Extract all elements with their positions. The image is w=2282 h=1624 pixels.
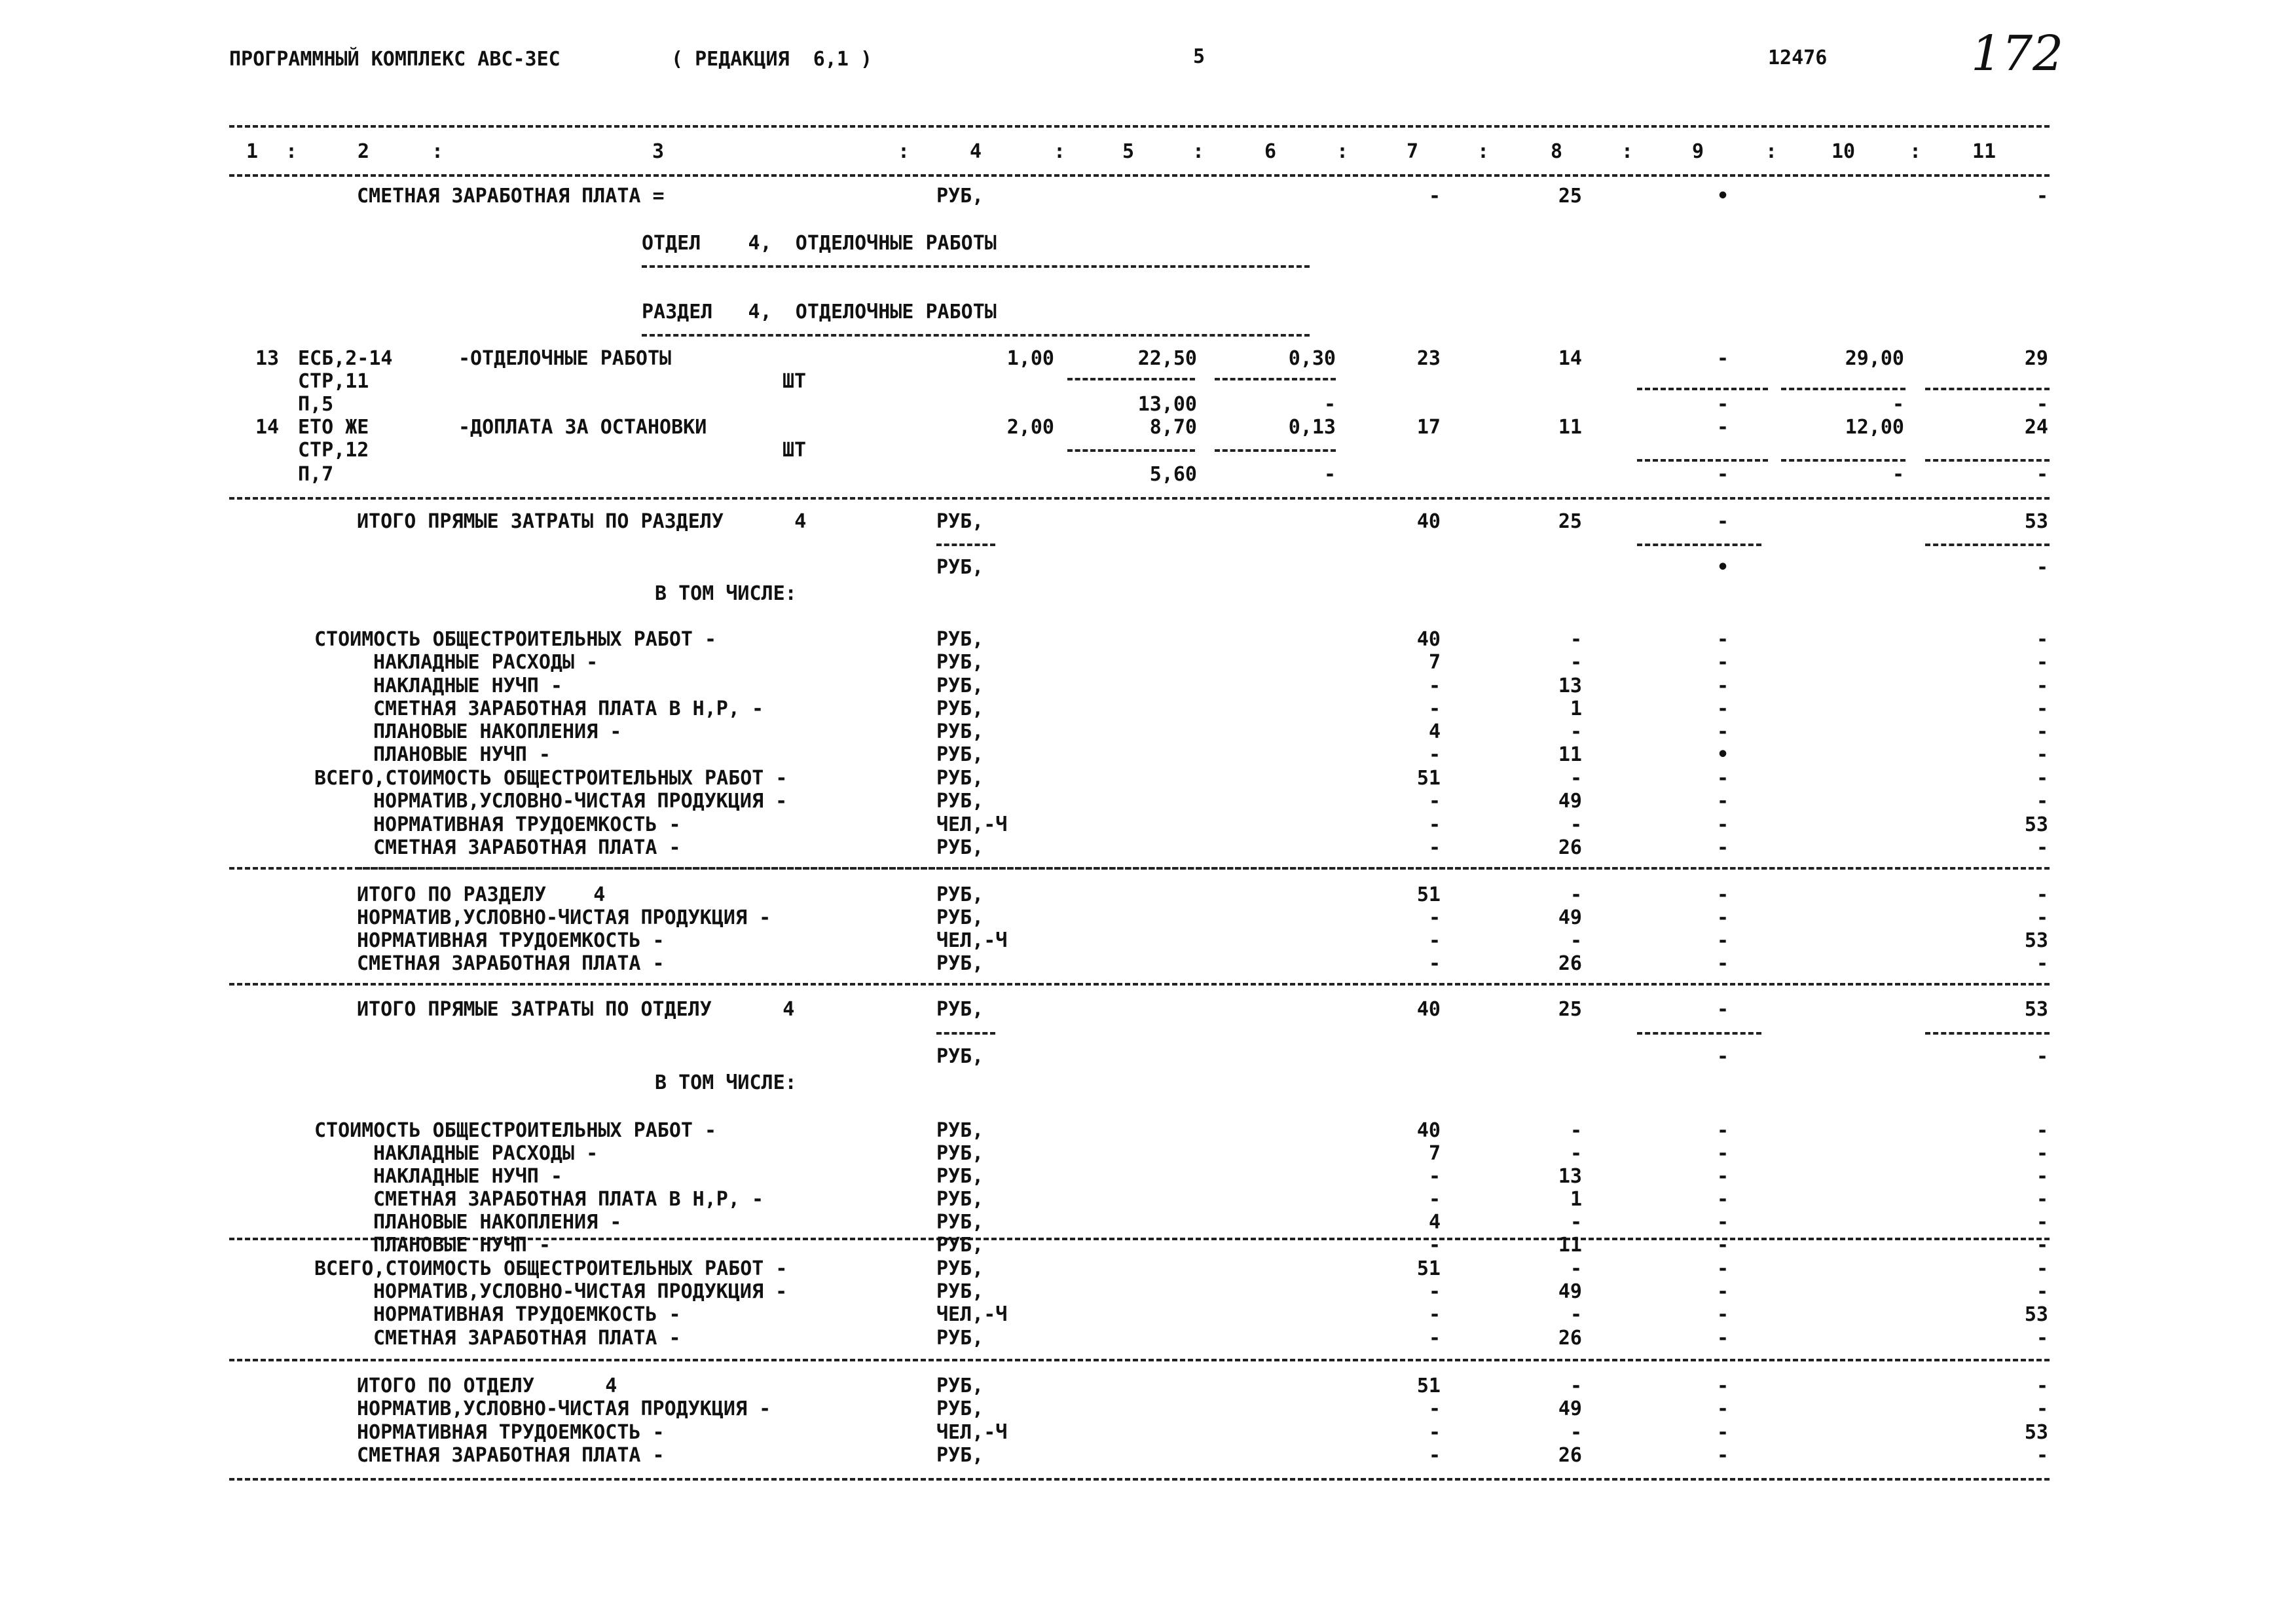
cell-c7: -	[1428, 674, 1441, 697]
cell-c8: -	[1570, 1303, 1582, 1326]
row-description: ПЛАНОВЫЕ НУЧП -	[373, 743, 551, 766]
cell-c7: 40	[1416, 998, 1441, 1021]
item-code: П,7	[298, 463, 334, 486]
cell-c7: -	[1428, 697, 1441, 720]
column-separator: :	[1336, 140, 1349, 163]
cell-c7: -	[1428, 836, 1441, 859]
cell-c9: -	[1716, 697, 1729, 720]
separator-line	[229, 1359, 2050, 1361]
cell-c8: 49	[1558, 1397, 1582, 1420]
unit-label: РУБ,	[936, 906, 984, 929]
cell-c11: -	[2036, 556, 2048, 579]
cell-c11: 53	[2024, 1303, 2048, 1326]
cell-c9: -	[1716, 767, 1729, 790]
cell-c8: 25	[1558, 510, 1582, 533]
section-heading: ОТДЕЛ 4, ОТДЕЛОЧНЫЕ РАБОТЫ	[642, 232, 997, 255]
cell-c8: 11	[1558, 416, 1582, 439]
cell-c7: 40	[1416, 628, 1441, 651]
cell-c11: -	[2036, 463, 2048, 486]
cell-c9: -	[1716, 1234, 1729, 1257]
cell-c11: 53	[2024, 510, 2048, 533]
unit-label: РУБ,	[936, 720, 984, 743]
row-description: НАКЛАДНЫЕ РАСХОДЫ -	[373, 651, 598, 674]
unit-label: ЧЕЛ,-Ч	[936, 1303, 1008, 1326]
cell-c11: -	[2036, 628, 2048, 651]
cell-c11: 53	[2024, 929, 2048, 952]
cell-c8: 14	[1558, 347, 1582, 370]
unit-label: РУБ,	[936, 1375, 984, 1397]
cell-c8: -	[1570, 1257, 1582, 1280]
cell-c11: -	[2036, 393, 2048, 416]
row-description: ВСЕГО,СТОИМОСТЬ ОБЩЕСТРОИТЕЛЬНЫХ РАБОТ -	[314, 767, 788, 790]
cell-c9: -	[1716, 1188, 1729, 1211]
item-number: 14	[255, 416, 280, 439]
row-description: СМЕТНАЯ ЗАРАБОТНАЯ ПЛАТА В Н,Р, -	[373, 1188, 764, 1211]
unit-label: РУБ,	[936, 1257, 984, 1280]
cell-c8: -	[1570, 813, 1582, 836]
cell-c7: -	[1428, 952, 1441, 975]
column-separator: :	[431, 140, 444, 163]
page-number: 5	[1193, 45, 1205, 68]
cell-c8: -	[1570, 929, 1582, 952]
cell-c9: -	[1716, 1397, 1729, 1420]
cell-c7: 51	[1416, 1257, 1441, 1280]
unit-label: ШТ	[782, 370, 807, 393]
cell-c11: -	[2036, 767, 2048, 790]
row-description: -ДОПЛАТА ЗА ОСТАНОВКИ	[458, 416, 707, 439]
column-number: 9	[1691, 140, 1704, 163]
cell-underline	[1925, 544, 2050, 546]
cell-c7: -	[1428, 1303, 1441, 1326]
cell-c5: 8,70	[1149, 416, 1197, 439]
cell-c8: 1	[1570, 697, 1582, 720]
cell-c8: -	[1570, 1119, 1582, 1142]
cell-c9: -	[1716, 906, 1729, 929]
item-code: СТР,12	[298, 439, 369, 462]
cell-c6: 0,13	[1288, 416, 1336, 439]
item-code: ЕТО ЖЕ	[298, 416, 369, 439]
cell-c9: -	[1716, 1280, 1729, 1303]
unit-label: РУБ,	[936, 1397, 984, 1420]
column-separator: :	[1765, 140, 1778, 163]
row-description: НОРМАТИВ,УСЛОВНО-ЧИСТАЯ ПРОДУКЦИЯ -	[373, 790, 788, 813]
row-description: ИТОГО ПРЯМЫЕ ЗАТРАТЫ ПО ОТДЕЛУ 4	[357, 998, 795, 1021]
cell-c7: 23	[1416, 347, 1441, 370]
cell-c9: -	[1716, 416, 1729, 439]
cell-c7: -	[1428, 1421, 1441, 1444]
cell-c9: -	[1716, 628, 1729, 651]
row-description: СМЕТНАЯ ЗАРАБОТНАЯ ПЛАТА В Н,Р, -	[373, 697, 764, 720]
cell-c8: 49	[1558, 790, 1582, 813]
unit-label: РУБ,	[936, 767, 984, 790]
cell-c8: -	[1570, 720, 1582, 743]
cell-c11: -	[2036, 1327, 2048, 1350]
subheading: В ТОМ ЧИСЛЕ:	[655, 1071, 797, 1094]
unit-label: РУБ,	[936, 651, 984, 674]
unit-label: РУБ,	[936, 697, 984, 720]
cell-c11: 53	[2024, 813, 2048, 836]
cell-c7: -	[1428, 743, 1441, 766]
cell-c7: -	[1428, 1280, 1441, 1303]
row-description: СМЕТНАЯ ЗАРАБОТНАЯ ПЛАТА -	[357, 952, 665, 975]
row-description: СМЕТНАЯ ЗАРАБОТНАЯ ПЛАТА -	[373, 1327, 681, 1350]
cell-c8: -	[1570, 767, 1582, 790]
cell-c11: -	[2036, 697, 2048, 720]
cell-c8: -	[1570, 1211, 1582, 1234]
column-separator: :	[1192, 140, 1205, 163]
cell-c11: -	[2036, 743, 2048, 766]
unit-label: РУБ,	[936, 1142, 984, 1165]
edition-label: ( РЕДАКЦИЯ 6,1 )	[671, 48, 873, 71]
row-description: НОРМАТИВНАЯ ТРУДОЕМКОСТЬ -	[373, 1303, 681, 1326]
cell-c9: -	[1716, 836, 1729, 859]
cell-c8: 26	[1558, 1444, 1582, 1467]
cell-c9: -	[1716, 998, 1729, 1021]
row-description: ПЛАНОВЫЕ НАКОПЛЕНИЯ -	[373, 720, 622, 743]
cell-c9: -	[1716, 813, 1729, 836]
cell-underline	[1637, 459, 1768, 462]
unit-label: РУБ,	[936, 952, 984, 975]
cell-c11: -	[2036, 1375, 2048, 1397]
cell-c7: 4	[1428, 720, 1441, 743]
cell-c11: -	[2036, 1444, 2048, 1467]
separator-line	[357, 867, 2050, 870]
cell-c11: 53	[2024, 1421, 2048, 1444]
cell-c7: 17	[1416, 416, 1441, 439]
unit-label: РУБ,	[936, 998, 984, 1021]
cell-c7: -	[1428, 1327, 1441, 1350]
separator-line	[229, 1478, 2050, 1481]
cell-c9: •	[1716, 743, 1729, 766]
cell-underline	[1067, 449, 1195, 452]
heading-underline	[642, 334, 1310, 337]
cell-c7: -	[1428, 906, 1441, 929]
column-separator: :	[1909, 140, 1922, 163]
cell-c7: -	[1428, 1165, 1441, 1188]
quantity-value: 2,00	[1006, 416, 1054, 439]
cell-c8: 25	[1558, 185, 1582, 208]
cell-c9: -	[1716, 720, 1729, 743]
cell-c5: 13,00	[1137, 393, 1197, 416]
cell-c9: •	[1716, 185, 1729, 208]
cell-c11: -	[2036, 952, 2048, 975]
cell-c9: -	[1716, 1421, 1729, 1444]
cell-underline	[1067, 378, 1195, 380]
cell-c8: -	[1570, 1375, 1582, 1397]
item-code: СТР,11	[298, 370, 369, 393]
unit-label: РУБ,	[936, 674, 984, 697]
cell-c9: -	[1716, 883, 1729, 906]
cell-c11: 53	[2024, 998, 2048, 1021]
cell-c8: 49	[1558, 1280, 1582, 1303]
cell-c7: 51	[1416, 883, 1441, 906]
handwritten-sheet-number: 172	[1971, 26, 2064, 82]
row-description: ИТОГО ПРЯМЫЕ ЗАТРАТЫ ПО РАЗДЕЛУ 4	[357, 510, 807, 533]
unit-label: РУБ,	[936, 1234, 984, 1257]
separator-line	[229, 174, 2050, 177]
cell-c8: -	[1570, 651, 1582, 674]
unit-label: РУБ,	[936, 556, 984, 579]
cell-underline	[1637, 388, 1768, 390]
unit-label: ЧЕЛ,-Ч	[936, 813, 1008, 836]
cell-c11: -	[2036, 1280, 2048, 1303]
cell-c7: 51	[1416, 767, 1441, 790]
column-number: 11	[1972, 140, 1997, 163]
row-description: СМЕТНАЯ ЗАРАБОТНАЯ ПЛАТА -	[357, 1444, 665, 1467]
cell-c10: -	[1892, 463, 1904, 486]
cell-c6: -	[1323, 463, 1336, 486]
cell-c8: 25	[1558, 998, 1582, 1021]
cell-c11: -	[2036, 1211, 2048, 1234]
cell-c8: -	[1570, 628, 1582, 651]
row-description: НОРМАТИВ,УСЛОВНО-ЧИСТАЯ ПРОДУКЦИЯ -	[373, 1280, 788, 1303]
cell-c8: 49	[1558, 906, 1582, 929]
item-number: 13	[255, 347, 280, 370]
cell-c5: 5,60	[1149, 463, 1197, 486]
row-description: СМЕТНАЯ ЗАРАБОТНАЯ ПЛАТА =	[357, 185, 665, 208]
unit-label: РУБ,	[936, 1165, 984, 1188]
row-description: -ОТДЕЛОЧНЫЕ РАБОТЫ	[458, 347, 672, 370]
unit-label: ШТ	[782, 439, 807, 462]
unit-label: РУБ,	[936, 790, 984, 813]
cell-c6: 0,30	[1288, 347, 1336, 370]
cell-c8: -	[1570, 883, 1582, 906]
column-number: 10	[1831, 140, 1856, 163]
column-number: 7	[1406, 140, 1419, 163]
row-description: СТОИМОСТЬ ОБЩЕСТРОИТЕЛЬНЫХ РАБОТ -	[314, 1119, 717, 1142]
unit-label: ЧЕЛ,-Ч	[936, 1421, 1008, 1444]
cell-underline	[1925, 388, 2050, 390]
cell-c9: -	[1716, 1375, 1729, 1397]
row-description: ПЛАНОВЫЕ НУЧП -	[373, 1234, 551, 1257]
subheading: В ТОМ ЧИСЛЕ:	[655, 582, 797, 605]
cell-c8: 13	[1558, 1165, 1582, 1188]
cell-c9: -	[1716, 952, 1729, 975]
separator-line	[229, 497, 2050, 500]
cell-underline	[1637, 1032, 1761, 1035]
cell-c11: 29	[2024, 347, 2048, 370]
cell-c11: 24	[2024, 416, 2048, 439]
cell-c9: -	[1716, 1257, 1729, 1280]
cell-c11: -	[2036, 1045, 2048, 1068]
cell-c11: -	[2036, 906, 2048, 929]
cell-underline	[1925, 459, 2050, 462]
row-description: СТОИМОСТЬ ОБЩЕСТРОИТЕЛЬНЫХ РАБОТ -	[314, 628, 717, 651]
cell-underline	[1925, 1032, 2050, 1035]
cell-c10: 29,00	[1845, 347, 1904, 370]
cell-c7: 51	[1416, 1375, 1441, 1397]
cell-c8: -	[1570, 1421, 1582, 1444]
cell-c9: -	[1716, 1119, 1729, 1142]
cell-c5: 22,50	[1137, 347, 1197, 370]
unit-label: РУБ,	[936, 836, 984, 859]
row-description: ИТОГО ПО ОТДЕЛУ 4	[357, 1375, 617, 1397]
row-description: СМЕТНАЯ ЗАРАБОТНАЯ ПЛАТА -	[373, 836, 681, 859]
row-description: ПЛАНОВЫЕ НАКОПЛЕНИЯ -	[373, 1211, 622, 1234]
cell-c7: -	[1428, 185, 1441, 208]
column-number: 6	[1264, 140, 1277, 163]
cell-underline	[1215, 378, 1336, 380]
section-heading: РАЗДЕЛ 4, ОТДЕЛОЧНЫЕ РАБОТЫ	[642, 301, 997, 323]
cell-c11: -	[2036, 883, 2048, 906]
cell-c9: -	[1716, 1165, 1729, 1188]
cell-c9: -	[1716, 790, 1729, 813]
unit-label: РУБ,	[936, 1045, 984, 1068]
cell-c11: -	[2036, 1397, 2048, 1420]
cell-c8: 11	[1558, 1234, 1582, 1257]
document-code: 12476	[1768, 46, 1828, 69]
cell-underline	[1781, 459, 1905, 462]
cell-c9: -	[1716, 1045, 1729, 1068]
column-number: 5	[1122, 140, 1135, 163]
cell-c7: 40	[1416, 510, 1441, 533]
cell-c9: -	[1716, 510, 1729, 533]
row-description: НОРМАТИВНАЯ ТРУДОЕМКОСТЬ -	[357, 1421, 665, 1444]
item-code: ЕСБ,2-14	[298, 347, 393, 370]
cell-c9: -	[1716, 651, 1729, 674]
cell-c11: -	[2036, 1119, 2048, 1142]
column-number: 1	[246, 140, 259, 163]
cell-c7: -	[1428, 813, 1441, 836]
column-separator: :	[1053, 140, 1066, 163]
cell-c9: -	[1716, 393, 1729, 416]
cell-c9: -	[1716, 347, 1729, 370]
column-number: 2	[357, 140, 370, 163]
unit-label: РУБ,	[936, 1444, 984, 1467]
row-description: ВСЕГО,СТОИМОСТЬ ОБЩЕСТРОИТЕЛЬНЫХ РАБОТ -	[314, 1257, 788, 1280]
cell-c7: 7	[1428, 1142, 1441, 1165]
unit-label: РУБ,	[936, 1119, 984, 1142]
cell-underline	[1215, 449, 1336, 452]
cell-c9: -	[1716, 1444, 1729, 1467]
column-number: 3	[652, 140, 665, 163]
heading-underline	[642, 265, 1310, 268]
cell-c7: -	[1428, 1234, 1441, 1257]
row-description: ИТОГО ПО РАЗДЕЛУ 4	[357, 883, 606, 906]
cell-c7: -	[1428, 790, 1441, 813]
separator-line	[229, 125, 2050, 128]
column-separator: :	[1477, 140, 1490, 163]
cell-c9: •	[1716, 556, 1729, 579]
unit-label: ЧЕЛ,-Ч	[936, 929, 1008, 952]
cell-c8: 13	[1558, 674, 1582, 697]
cell-c11: -	[2036, 674, 2048, 697]
cell-c11: -	[2036, 1165, 2048, 1188]
cell-c8: 26	[1558, 836, 1582, 859]
cell-c11: -	[2036, 1234, 2048, 1257]
unit-label: РУБ,	[936, 743, 984, 766]
cell-c9: -	[1716, 674, 1729, 697]
quantity-value: 1,00	[1006, 347, 1054, 370]
cell-c7: -	[1428, 1397, 1441, 1420]
row-description: НАКЛАДНЫЕ НУЧП -	[373, 674, 562, 697]
cell-c6: -	[1323, 393, 1336, 416]
cell-c10: -	[1892, 393, 1904, 416]
cell-c10: 12,00	[1845, 416, 1904, 439]
cell-c11: -	[2036, 185, 2048, 208]
cell-c8: 26	[1558, 952, 1582, 975]
cell-c9: -	[1716, 1327, 1729, 1350]
cell-underline	[936, 544, 995, 546]
cell-c8: -	[1570, 1142, 1582, 1165]
cell-c11: -	[2036, 1188, 2048, 1211]
row-description: НОРМАТИВ,УСЛОВНО-ЧИСТАЯ ПРОДУКЦИЯ -	[357, 1397, 771, 1420]
row-description: НОРМАТИВНАЯ ТРУДОЕМКОСТЬ -	[357, 929, 665, 952]
column-separator: :	[897, 140, 910, 163]
cell-c9: -	[1716, 1303, 1729, 1326]
cell-underline	[936, 1032, 995, 1035]
column-number: 4	[969, 140, 982, 163]
cell-c11: -	[2036, 836, 2048, 859]
cell-c11: -	[2036, 1142, 2048, 1165]
unit-label: РУБ,	[936, 1211, 984, 1234]
cell-c7: -	[1428, 1188, 1441, 1211]
separator-line	[229, 983, 2050, 986]
column-number: 8	[1550, 140, 1563, 163]
unit-label: РУБ,	[936, 185, 984, 208]
cell-c9: -	[1716, 1211, 1729, 1234]
unit-label: РУБ,	[936, 1188, 984, 1211]
cell-c8: 11	[1558, 743, 1582, 766]
unit-label: РУБ,	[936, 1280, 984, 1303]
column-separator: :	[1621, 140, 1634, 163]
cell-c9: -	[1716, 929, 1729, 952]
item-code: П,5	[298, 393, 334, 416]
row-description: НАКЛАДНЫЕ НУЧП -	[373, 1165, 562, 1188]
unit-label: РУБ,	[936, 510, 984, 533]
column-separator: :	[285, 140, 298, 163]
cell-c11: -	[2036, 790, 2048, 813]
cell-c7: 7	[1428, 651, 1441, 674]
cell-c9: -	[1716, 1142, 1729, 1165]
cell-c8: 26	[1558, 1327, 1582, 1350]
cell-underline	[1781, 388, 1905, 390]
cell-underline	[1637, 544, 1761, 546]
cell-c11: -	[2036, 720, 2048, 743]
cell-c7: 40	[1416, 1119, 1441, 1142]
cell-c8: 1	[1570, 1188, 1582, 1211]
cell-c7: -	[1428, 1444, 1441, 1467]
row-description: НОРМАТИВНАЯ ТРУДОЕМКОСТЬ -	[373, 813, 681, 836]
cell-c9: -	[1716, 463, 1729, 486]
unit-label: РУБ,	[936, 628, 984, 651]
unit-label: РУБ,	[936, 883, 984, 906]
row-description: НАКЛАДНЫЕ РАСХОДЫ -	[373, 1142, 598, 1165]
program-title: ПРОГРАММНЫЙ КОМПЛЕКС АВС-ЗЕС	[229, 48, 561, 71]
cell-c7: -	[1428, 929, 1441, 952]
row-description: НОРМАТИВ,УСЛОВНО-ЧИСТАЯ ПРОДУКЦИЯ -	[357, 906, 771, 929]
cell-c11: -	[2036, 651, 2048, 674]
cell-c11: -	[2036, 1257, 2048, 1280]
cell-c7: 4	[1428, 1211, 1441, 1234]
unit-label: РУБ,	[936, 1327, 984, 1350]
